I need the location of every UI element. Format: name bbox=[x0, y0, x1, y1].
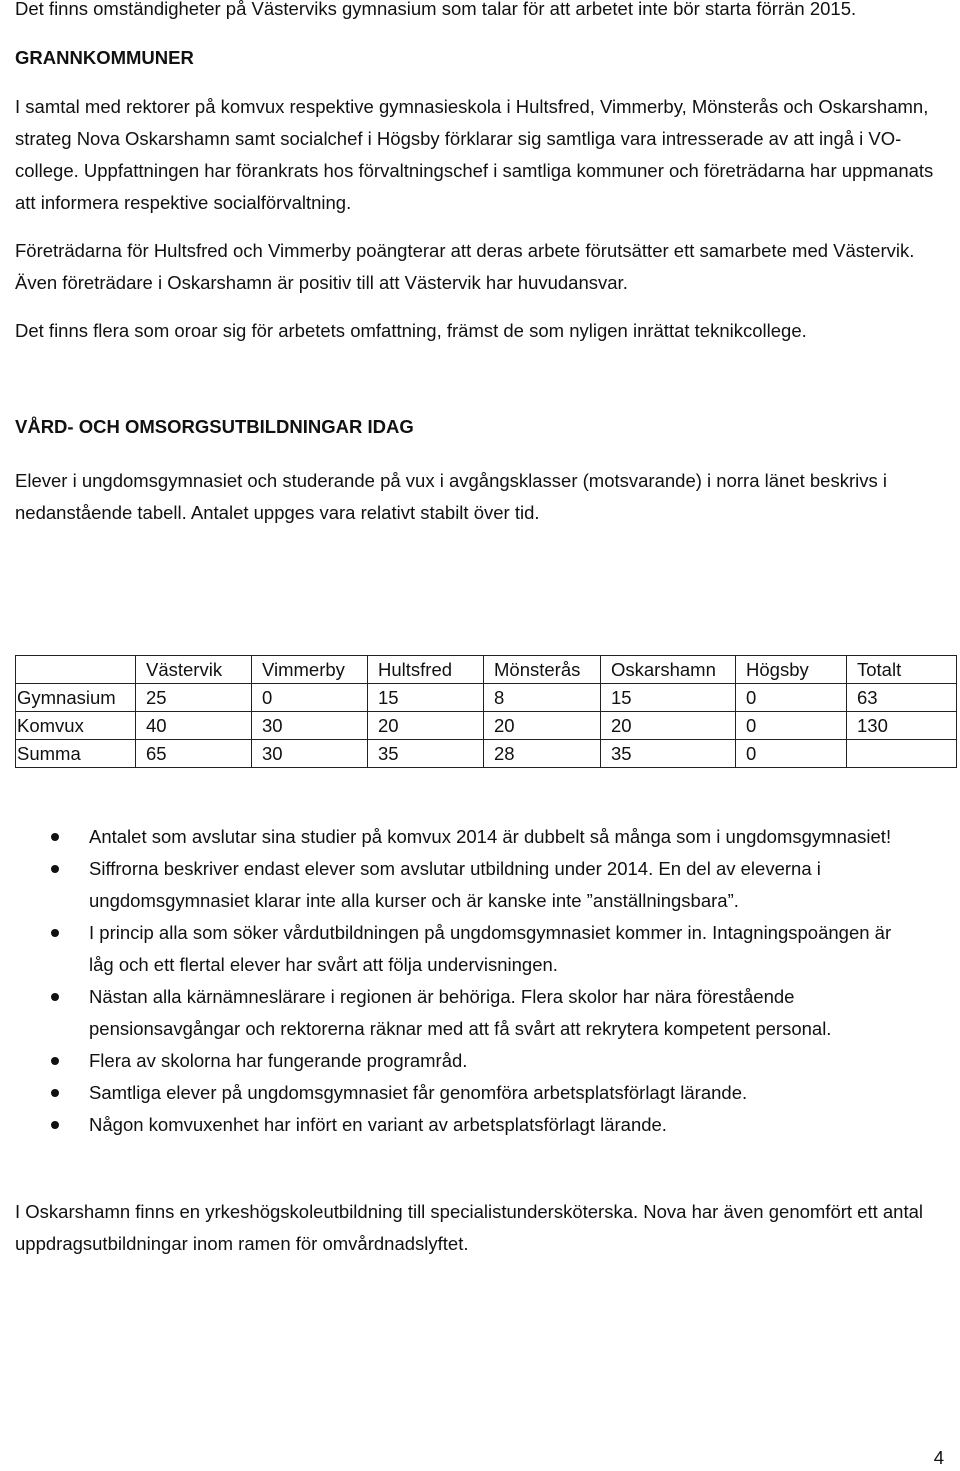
table-cell: 30 bbox=[252, 740, 368, 768]
table-cell: 65 bbox=[136, 740, 252, 768]
bullet-icon bbox=[51, 865, 59, 873]
table-header-cell: Högsby bbox=[736, 656, 847, 684]
table-header-cell: Mönsterås bbox=[484, 656, 601, 684]
table-cell: 0 bbox=[252, 684, 368, 712]
bullet-icon bbox=[51, 833, 59, 841]
table-row bbox=[16, 684, 957, 712]
bullet-icon bbox=[51, 993, 59, 1001]
table-cell: 20 bbox=[601, 712, 736, 740]
table-cell: 63 bbox=[847, 684, 957, 712]
list-item bbox=[15, 1109, 915, 1141]
table-cell: 35 bbox=[368, 740, 484, 768]
table-cell: 20 bbox=[484, 712, 601, 740]
table-row bbox=[16, 712, 957, 740]
document-page bbox=[15, 0, 947, 1254]
list-item-text: Siffrorna beskriver endast elever som avslutar utbildning under 2014. En del av eleverna i ungdomsgymnasiet klarar inte alla kurser och är kanske inte ”anställningsbara”. bbox=[89, 858, 821, 911]
table-cell: Summa bbox=[16, 740, 136, 768]
students-table bbox=[15, 655, 957, 768]
list-item bbox=[15, 1045, 915, 1077]
table-cell: Komvux bbox=[16, 712, 136, 740]
table-cell: 130 bbox=[847, 712, 957, 740]
list-item-text: Nästan alla kärnämneslärare i regionen är behöriga. Flera skolor har nära förestående pensionsavgångar och rektorerna räknar med att få svårt att rekrytera kompetent personal. bbox=[89, 986, 832, 1039]
list-item-text: Flera av skolorna har fungerande programråd. bbox=[89, 1050, 468, 1071]
table-cell: 15 bbox=[368, 684, 484, 712]
table-header-cell bbox=[16, 656, 136, 684]
intro-paragraph: Det finns omständigheter på Västerviks gymnasium som talar för att arbetet inte bör starta förrän 2015. bbox=[15, 0, 857, 19]
table-header-cell: Vimmerby bbox=[252, 656, 368, 684]
list-item bbox=[15, 917, 915, 981]
paragraph-oskarshamn: I Oskarshamn finns en yrkeshögskoleutbildning till specialistundersköterska. Nova har även genomfört ett antal uppdragsutbildningar inom ramen för omvårdnadslyftet. bbox=[15, 1201, 923, 1254]
bullet-icon bbox=[51, 1089, 59, 1097]
table-cell: 40 bbox=[136, 712, 252, 740]
heading-vard-omsorg: VÅRD- OCH OMSORGSUTBILDNINGAR IDAG bbox=[15, 416, 414, 437]
table-cell: 30 bbox=[252, 712, 368, 740]
list-item bbox=[15, 821, 915, 853]
bullet-icon bbox=[51, 1121, 59, 1129]
table-cell: 0 bbox=[736, 712, 847, 740]
table-cell: 25 bbox=[136, 684, 252, 712]
bullet-icon bbox=[51, 929, 59, 937]
heading-grannkommuner: GRANNKOMMUNER bbox=[15, 47, 194, 68]
paragraph-elever: Elever i ungdomsgymnasiet och studerande på vux i avgångsklasser (motsvarande) i norra länet beskrivs i nedanstående tabell. Antalet uppges vara relativt stabilt över tid. bbox=[15, 470, 887, 523]
table-cell: 28 bbox=[484, 740, 601, 768]
table-cell: 0 bbox=[736, 740, 847, 768]
table-cell: 20 bbox=[368, 712, 484, 740]
table-cell: Gymnasium bbox=[16, 684, 136, 712]
list-item bbox=[15, 1077, 915, 1109]
paragraph-oro: Det finns flera som oroar sig för arbetets omfattning, främst de som nyligen inrättat teknikcollege. bbox=[15, 320, 807, 341]
table-header-cell: Totalt bbox=[847, 656, 957, 684]
table-cell: 8 bbox=[484, 684, 601, 712]
list-item-text: Samtliga elever på ungdomsgymnasiet får genomföra arbetsplatsförlagt lärande. bbox=[89, 1082, 748, 1103]
table-header-cell: Hultsfred bbox=[368, 656, 484, 684]
list-item-text: Antalet som avslutar sina studier på komvux 2014 är dubbelt så många som i ungdomsgymnasiet! bbox=[89, 826, 892, 847]
table-cell: 15 bbox=[601, 684, 736, 712]
bullet-list bbox=[15, 821, 915, 1141]
list-item-text: Någon komvuxenhet har infört en variant av arbetsplatsförlagt lärande. bbox=[89, 1114, 667, 1135]
table-row bbox=[16, 740, 957, 768]
table-header-row bbox=[16, 656, 957, 684]
table-cell: 0 bbox=[736, 684, 847, 712]
paragraph-foretradarna: Företrädarna för Hultsfred och Vimmerby poängterar att deras arbete förutsätter ett samarbete med Västervik. Även företrädare i Oskarshamn är positiv till att Västervik har huvudansvar. bbox=[15, 240, 915, 293]
paragraph-samtal: I samtal med rektorer på komvux respektive gymnasieskola i Hultsfred, Vimmerby, Mönsterås och Oskarshamn, strateg Nova Oskarshamn samt socialchef i Högsby förklarar sig samtliga vara intresserade av att ingå i VO-college. Uppfattningen har förankrats hos förvaltningschef i samtliga kommuner och företrädarna har uppmanats att informera respektive socialförvaltning. bbox=[15, 96, 934, 213]
table-header-cell: Västervik bbox=[136, 656, 252, 684]
table-cell: 35 bbox=[601, 740, 736, 768]
page-number: 4 bbox=[933, 1447, 944, 1468]
table-header-cell: Oskarshamn bbox=[601, 656, 736, 684]
list-item bbox=[15, 981, 915, 1045]
list-item bbox=[15, 853, 915, 917]
bullet-icon bbox=[51, 1057, 59, 1065]
list-item-text: I princip alla som söker vårdutbildningen på ungdomsgymnasiet kommer in. Intagningspoängen är låg och ett flertal elever har svårt att följa undervisningen. bbox=[89, 922, 892, 975]
table-cell bbox=[847, 740, 957, 768]
